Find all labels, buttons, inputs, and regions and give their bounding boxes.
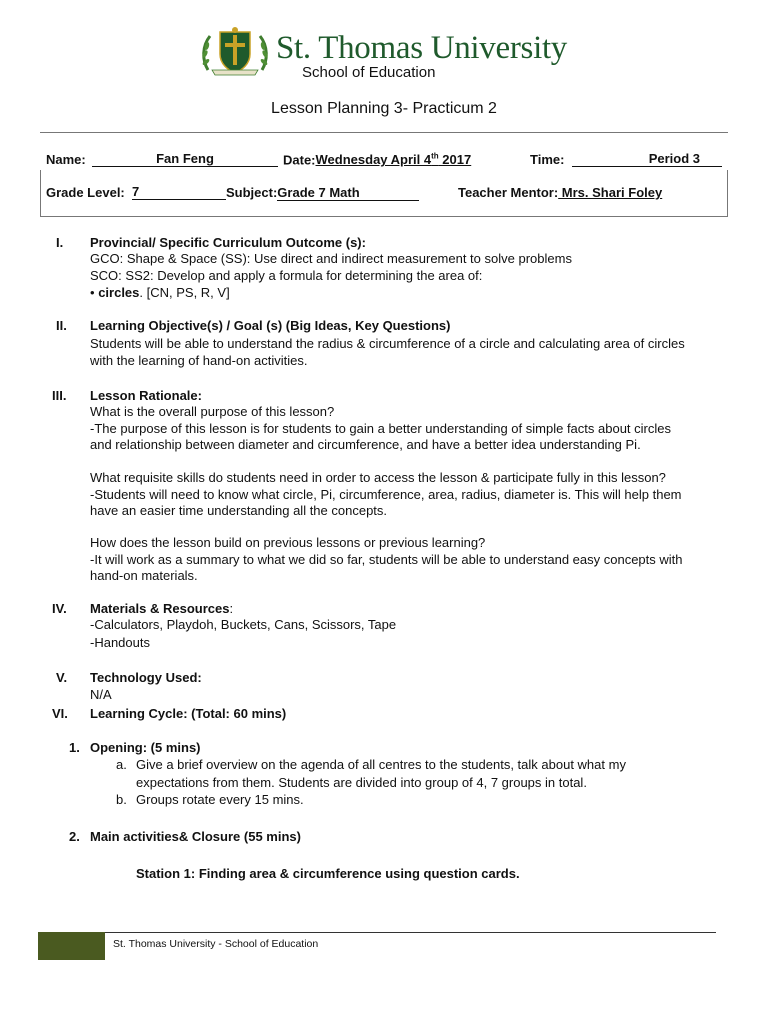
date-label: Date: [283, 152, 316, 168]
grade-label: Grade Level: [46, 185, 125, 200]
school-name: School of Education [302, 64, 436, 81]
grade-value: 7 [132, 184, 226, 200]
section-heading: Provincial/ Specific Curriculum Outcome (s): [90, 235, 366, 250]
materials-line: -Calculators, Playdoh, Buckets, Cans, Scissors, Tape [90, 617, 397, 632]
answer-line: -It will work as a summary to what we did so far, students will be able to understand easy concepts with [90, 552, 683, 567]
university-logo [200, 24, 600, 86]
answer-line: -The purpose of this lesson is for students to gain a better understanding of simple facts about circles [90, 421, 671, 436]
answer-line: have an easier time understanding all the concepts. [90, 503, 388, 518]
list-item-text: Give a brief overview on the agenda of all centres to the students, talk about what my [136, 757, 626, 772]
section-heading: Learning Objective(s) / Goal (s) (Big Ideas, Key Questions) [90, 318, 451, 333]
question-line: What requisite skills do students need in order to access the lesson & participate fully in this lesson? [90, 470, 666, 485]
section-number: V. [56, 670, 68, 685]
subject-field [226, 185, 419, 201]
section-heading: Learning Cycle: (Total: 60 mins) [90, 706, 287, 721]
header-box-right [727, 170, 728, 216]
university-name: St. Thomas University [276, 30, 568, 66]
body-line: with the learning of hand-on activities. [90, 353, 308, 368]
answer-line: hand-on materials. [90, 568, 198, 583]
time-value: Period 3 [648, 151, 700, 166]
body-line: Students will be able to understand the radius & circumference of a circle and calculating area of circles [90, 336, 685, 351]
answer-line: and relationship between diameter and circumference, and have a better idea understanding Pi. [90, 437, 641, 452]
answer-line: -Students will need to know what circle, Pi, circumference, area, radius, diameter is. This will help them [90, 487, 682, 502]
gco-text: GCO: Shape & Space (SS): Use direct and indirect measurement to solve problems [90, 251, 572, 266]
footer-color-block [38, 932, 105, 960]
subject-label: Subject: [226, 185, 278, 200]
materials-line: -Handouts [90, 635, 150, 650]
section-heading: Lesson Rationale: [90, 388, 202, 403]
footer-rule [105, 932, 716, 933]
date-field [283, 152, 471, 167]
header-rule [40, 132, 728, 133]
section-heading: Technology Used: [90, 670, 202, 685]
question-line: What is the overall purpose of this lesson? [90, 404, 335, 419]
header-box-bottom [40, 216, 728, 217]
document-title: Lesson Planning 3- Practicum 2 [271, 100, 497, 117]
technology-value: N/A [90, 687, 112, 702]
item-number: 1. [69, 740, 80, 755]
section-number: III. [52, 388, 67, 403]
list-item-text: Groups rotate every 15 mins. [136, 792, 304, 807]
list-marker: b. [116, 792, 127, 807]
name-field [92, 151, 278, 167]
list-item-text: expectations from them. Students are divided into group of 4, 7 groups in total. [136, 775, 587, 790]
item-heading: Opening: (5 mins) [90, 740, 201, 755]
section-number: IV. [52, 601, 67, 616]
time-label: Time: [530, 152, 565, 167]
section-number: I. [56, 235, 64, 250]
question-line: How does the lesson build on previous lessons or previous learning? [90, 535, 486, 550]
mentor-value: Mrs. Shari Foley [558, 185, 663, 200]
name-label: Name: [46, 152, 86, 167]
name-value: Fan Feng [92, 151, 278, 167]
list-marker: a. [116, 757, 127, 772]
date-value: Wednesday April 4th 2017 [315, 152, 472, 168]
mentor-field [458, 185, 662, 200]
item-number: 2. [69, 829, 80, 844]
section-number: VI. [52, 706, 68, 721]
grade-field [132, 184, 226, 200]
subject-value: Grade 7 Math [277, 185, 419, 201]
sco-bullet: • circles. [CN, PS, R, V] [90, 285, 230, 300]
section-heading: Materials & Resources: [90, 601, 234, 616]
mentor-label: Teacher Mentor: [458, 185, 559, 200]
crest-icon [200, 26, 270, 76]
section-number: II. [56, 318, 67, 333]
header-box-left [40, 170, 41, 216]
sco-text: SCO: SS2: Develop and apply a formula for determining the area of: [90, 268, 483, 283]
station-heading: Station 1: Finding area & circumference using question cards. [136, 866, 520, 881]
time-field [572, 151, 722, 167]
item-heading: Main activities& Closure (55 mins) [90, 829, 301, 844]
footer-text: St. Thomas University - School of Education [113, 938, 319, 950]
